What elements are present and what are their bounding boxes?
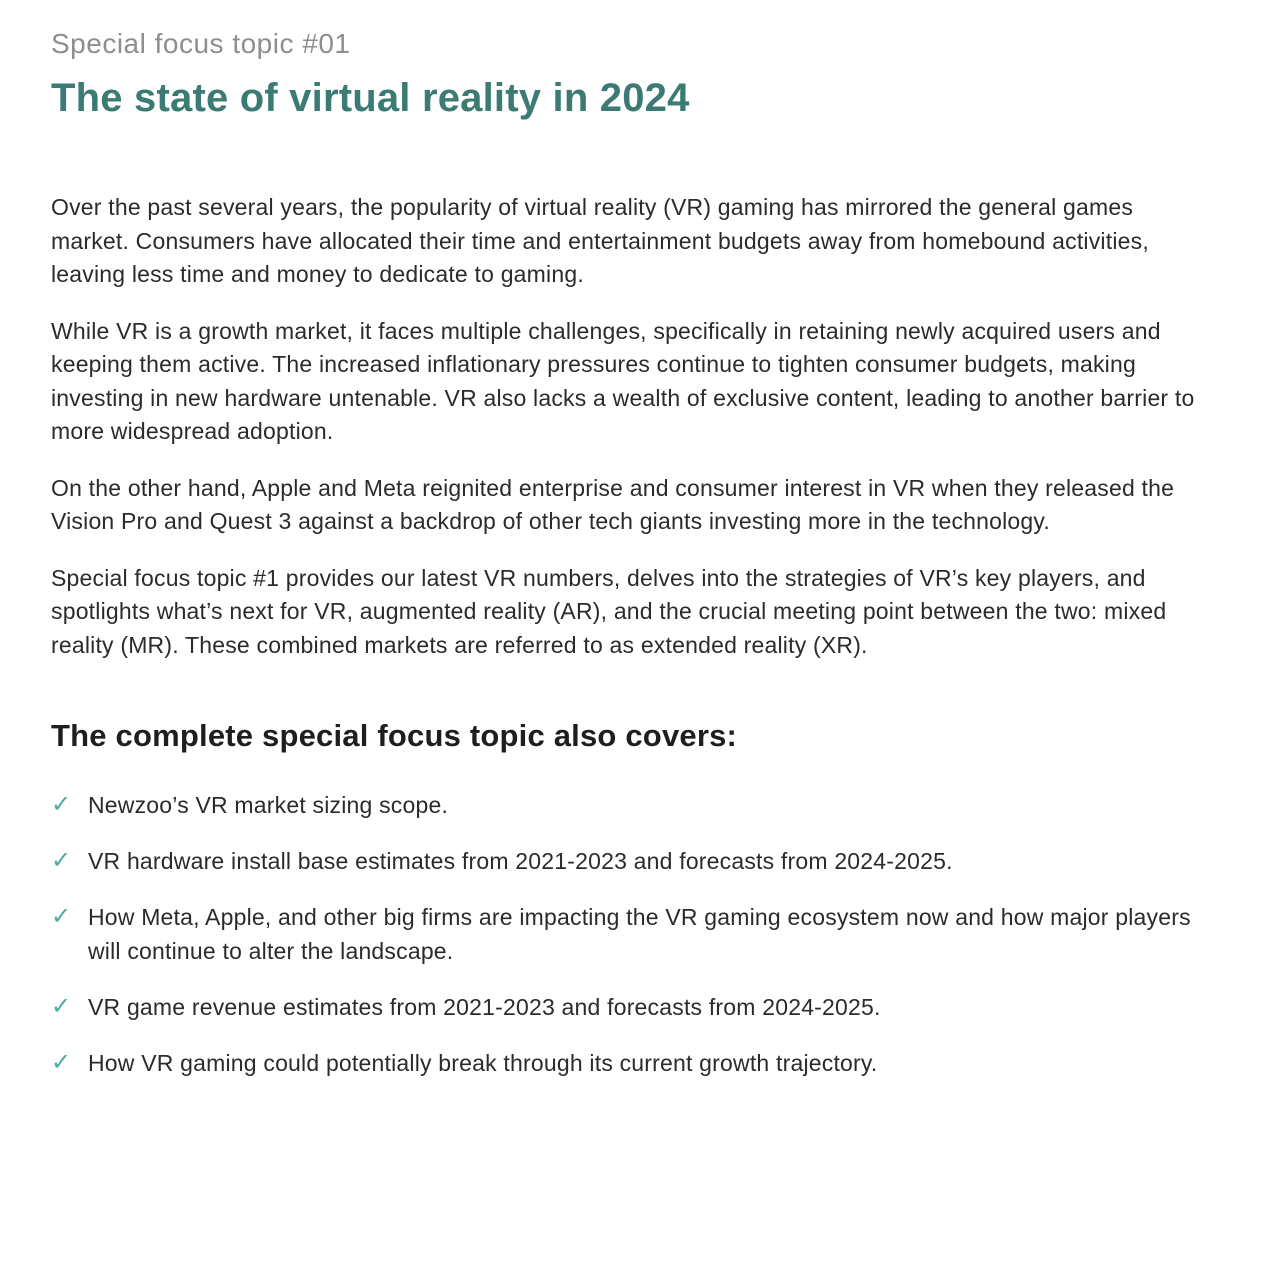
list-item-text: VR game revenue estimates from 2021-2023 and forecasts from 2024-2025. (88, 994, 881, 1020)
list-item-text: VR hardware install base estimates from 2021-2023 and forecasts from 2024-2025. (88, 848, 953, 874)
paragraph-topic-overview: Special focus topic #1 provides our latest VR numbers, delves into the strategies of VR’s key players, and spotlights what’s next for VR, augmented reality (AR), and the crucial meeting point between the two: mixed reality (MR). These combined markets are referred to as extended reality (XR). (51, 564, 1167, 658)
list-item-text: Newzoo’s VR market sizing scope. (88, 792, 449, 818)
list-item-text: How VR gaming could potentially break through its current growth trajectory. (88, 1050, 878, 1076)
list-item (51, 788, 1211, 822)
paragraph-apple-meta: On the other hand, Apple and Meta reignited enterprise and consumer interest in VR when they released the Vision Pro and Quest 3 against a backdrop of other tech giants investing more in the technology. (51, 474, 1175, 534)
check-icon: ✓ (51, 903, 72, 930)
checklist (51, 788, 1237, 1080)
page-title: The state of virtual reality in 2024 (51, 76, 690, 120)
check-icon: ✓ (51, 993, 72, 1020)
check-icon: ✓ (51, 847, 72, 874)
body-copy (51, 191, 1237, 662)
list-item (51, 990, 1211, 1024)
check-icon: ✓ (51, 1049, 72, 1076)
list-item-text: How Meta, Apple, and other big firms are impacting the VR gaming ecosystem now and how major players will continue to alter the landscape. (88, 904, 1191, 964)
list-item (51, 1046, 1211, 1080)
list-item (51, 844, 1211, 878)
list-item (51, 900, 1211, 968)
paragraph-intro: Over the past several years, the popularity of virtual reality (VR) gaming has mirrored the general games market. Consumers have allocated their time and entertainment budgets away from homebound activities, leaving less time and money to dedicate to gaming. (51, 194, 1149, 287)
paragraph-challenges: While VR is a growth market, it faces multiple challenges, specifically in retaining newly acquired users and keeping them active. The increased inflationary pressures continue to tighten consumer budgets, making investing in new hardware untenable. VR also lacks a wealth of exclusive content, leading to another barrier to more widespread adoption. (51, 317, 1195, 444)
eyebrow-label: Special focus topic #01 (51, 28, 351, 59)
section-heading: The complete special focus topic also covers: (51, 718, 738, 753)
check-icon: ✓ (51, 791, 72, 818)
